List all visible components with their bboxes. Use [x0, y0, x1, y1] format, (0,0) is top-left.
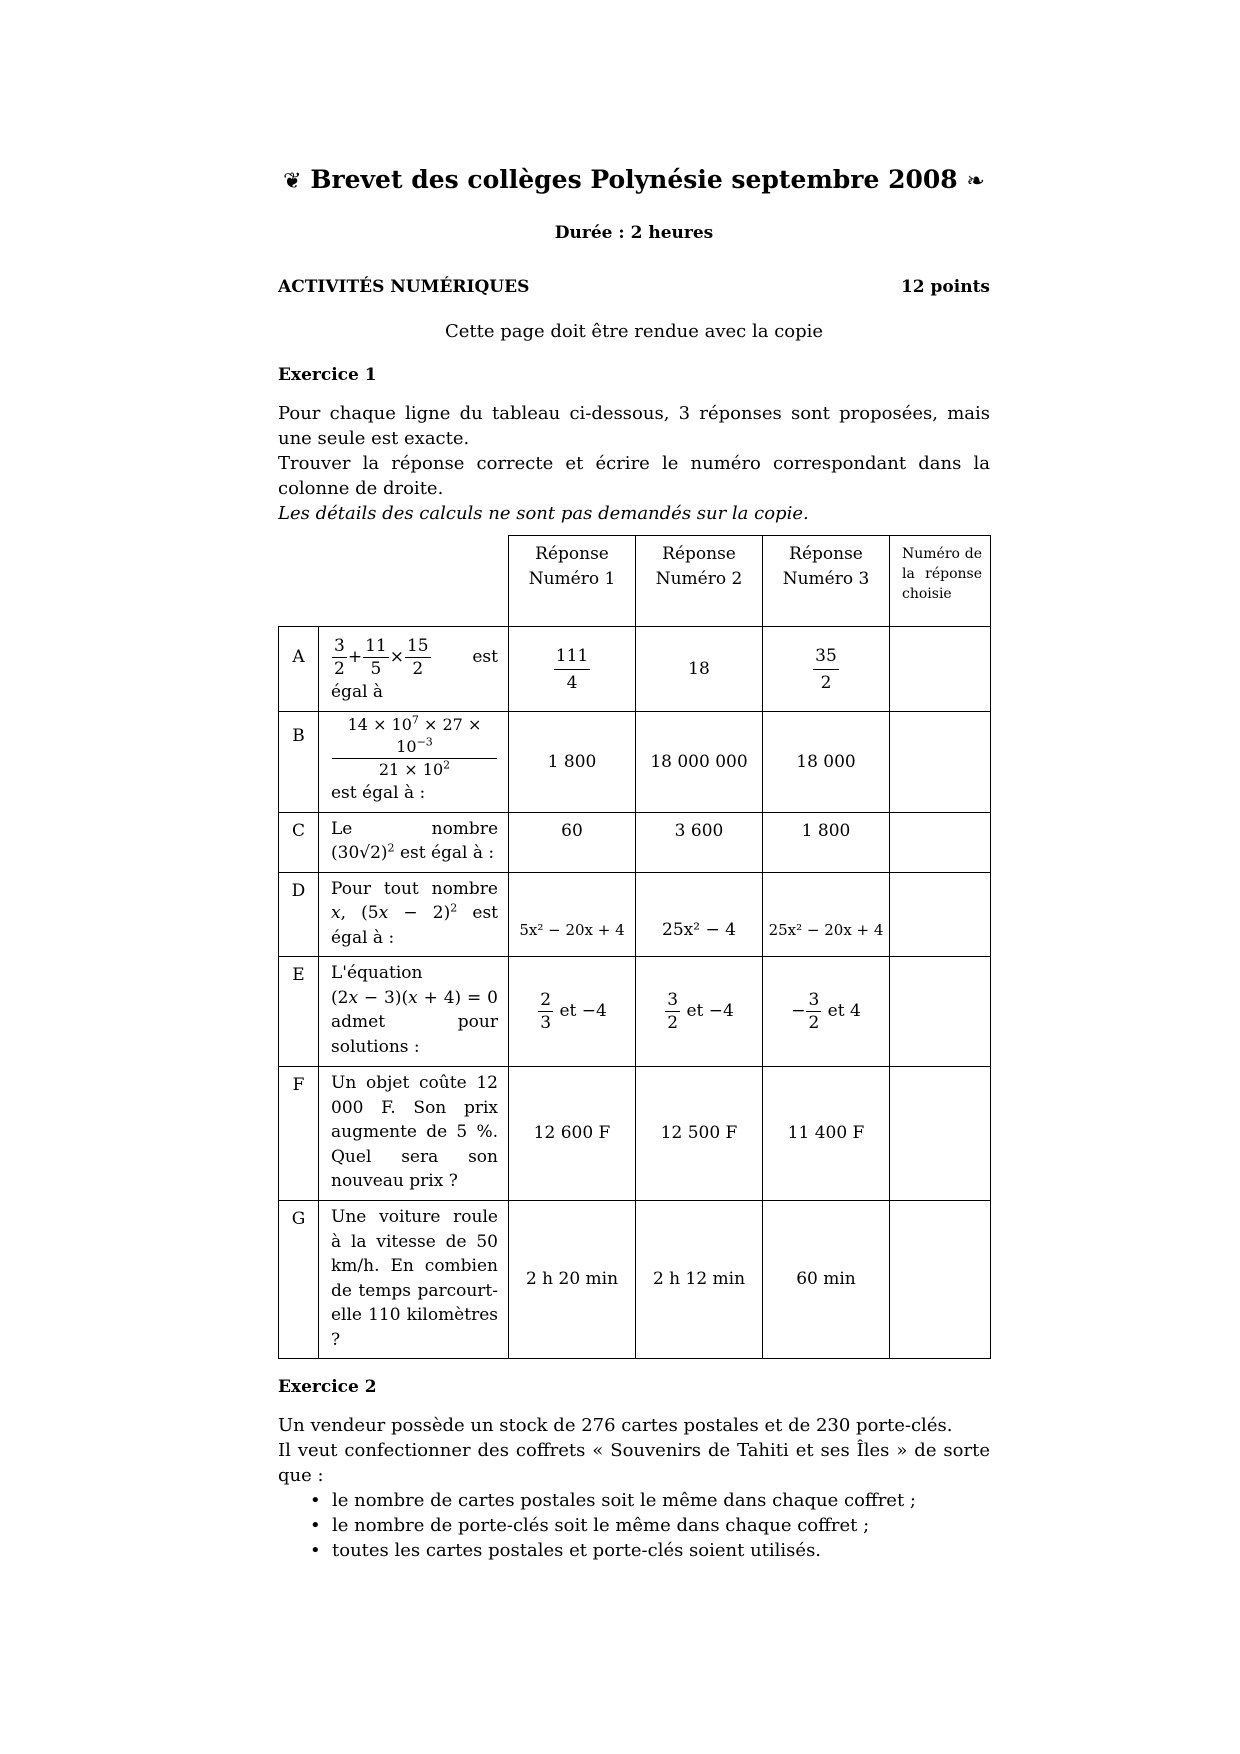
table-row	[279, 812, 991, 872]
answer-cell: 1 800	[763, 812, 890, 872]
list-item: • le nombre de porte-clés soit le même dans chaque coffret ;	[332, 1513, 990, 1538]
list-item: • toutes les cartes postales et porte-clés soient utilisés.	[332, 1538, 990, 1563]
answer-cell: 11 400 F	[763, 1067, 890, 1201]
exercise2-conditions	[278, 1488, 990, 1563]
section-header	[278, 275, 990, 300]
answer-cell: 5x² − 20x + 4	[509, 872, 636, 957]
ornament-right-icon: ❧	[966, 169, 985, 194]
table-row	[279, 627, 991, 712]
table-row	[279, 1067, 991, 1201]
row-letter: A	[279, 627, 319, 712]
row-letter: C	[279, 812, 319, 872]
answer-cell: 60	[509, 812, 636, 872]
answer-cell: 25x² − 20x + 4	[763, 872, 890, 957]
table-row	[279, 1201, 991, 1359]
column-header: Réponse Numéro 2	[636, 536, 763, 627]
question-cell: Le nombre $(30√2)^2$ est égal à :	[319, 812, 509, 872]
answer-cell: 2 h 12 min	[636, 1201, 763, 1359]
question-cell: Une voiture roule à la vitesse de 50 km/h. En combien de temps parcourt-elle 110 kilomètres ?	[319, 1201, 509, 1359]
row-letter: B	[279, 712, 319, 813]
answer-cell: $\frac{2}{3}$ et −4	[509, 957, 636, 1067]
section-points: 12 points	[900, 277, 990, 297]
section-title: ACTIVITÉS NUMÉRIQUES	[278, 277, 530, 297]
return-note: Cette page doit être rendue avec la copie	[444, 321, 824, 342]
ornament-left-icon: ❦	[283, 169, 302, 194]
answer-cell: 25x² − 4	[636, 872, 763, 957]
answer-cell: $\frac{35}{2}$	[763, 627, 890, 712]
row-letter: G	[279, 1201, 319, 1359]
exercise1-instructions: Pour chaque ligne du tableau ci-dessous, 3 réponses sont proposées, mais une seule est exacte. Trouver la réponse correcte et écrire le numéro correspondant dans la colonne de droite. Les détails des calculs ne sont pas demandés sur la copie.	[278, 403, 990, 524]
list-item: • le nombre de cartes postales soit le même dans chaque coffret ;	[332, 1488, 990, 1513]
table-row	[279, 872, 991, 957]
row-letter: E	[279, 957, 319, 1067]
duration: Durée : 2 heures	[554, 223, 714, 243]
question-cell: Pour tout nombre x, $(5x - 2)^2$ est égal à :	[319, 872, 509, 957]
exercise1-title: Exercice 1	[278, 365, 377, 385]
answer-cell: 12 600 F	[509, 1067, 636, 1201]
question-cell: $\frac{3}{2}$ + $\frac{11}{5}$ × $\frac{15}{2}$ est égal à	[319, 627, 509, 712]
answer-cell: $\frac{111}{4}$	[509, 627, 636, 712]
answer-choice-cell[interactable]	[890, 712, 991, 813]
answer-choice-cell[interactable]	[890, 627, 991, 712]
answer-cell: 60 min	[763, 1201, 890, 1359]
row-letter: D	[279, 872, 319, 957]
answer-choice-cell[interactable]	[890, 957, 991, 1067]
row-letter: F	[279, 1067, 319, 1201]
question-cell: Un objet coûte 12 000 F. Son prix augmente de 5 %. Quel sera son nouveau prix ?	[319, 1067, 509, 1201]
answer-cell: 3 600	[636, 812, 763, 872]
answer-cell: 18	[636, 627, 763, 712]
answer-choice-cell[interactable]	[890, 1067, 991, 1201]
answer-cell: 2 h 20 min	[509, 1201, 636, 1359]
table-row	[279, 712, 991, 813]
answer-cell: 12 500 F	[636, 1067, 763, 1201]
answer-choice-cell[interactable]	[890, 872, 991, 957]
table-header-row	[279, 536, 991, 627]
table-row	[279, 957, 991, 1067]
answer-cell: $\frac{3}{2}$ et −4	[636, 957, 763, 1067]
question-cell: $14 \times 10^7 \times 27 \times 10^{-3}$ $21 \times 10^2$ est égal à :	[319, 712, 509, 813]
document-title: ❦ Brevet des collèges Polynésie septembre 2008 ❧	[283, 165, 985, 194]
exercise2-text: Un vendeur possède un stock de 276 cartes postales et de 230 porte-clés. Il veut confectionner des coffrets « Souvenirs de Tahiti et ses Îles » de sorte que : • le nombre de cartes postales soit le même dans chaque coffret ; • le nombre de porte-clés soit le même dans chaque coffret ; • toutes les cartes postales et porte-clés soient utilisés.	[278, 1413, 990, 1563]
answer-choice-cell[interactable]	[890, 1201, 991, 1359]
column-header: Réponse Numéro 3	[763, 536, 890, 627]
exercise2-title: Exercice 2	[278, 1377, 377, 1397]
answer-choice-cell[interactable]	[890, 812, 991, 872]
column-header-choice: Numéro de la réponse choisie	[890, 536, 991, 627]
answer-cell: 18 000 000	[636, 712, 763, 813]
answer-cell: 18 000	[763, 712, 890, 813]
mcq-table	[278, 535, 991, 1359]
answer-cell: − $\frac{3}{2}$ et 4	[763, 957, 890, 1067]
question-cell: L'équation (2x − 3)(x + 4) = 0 admet pour solutions :	[319, 957, 509, 1067]
answer-cell: 1 800	[509, 712, 636, 813]
document-page	[278, 150, 990, 1563]
column-header: Réponse Numéro 1	[509, 536, 636, 627]
